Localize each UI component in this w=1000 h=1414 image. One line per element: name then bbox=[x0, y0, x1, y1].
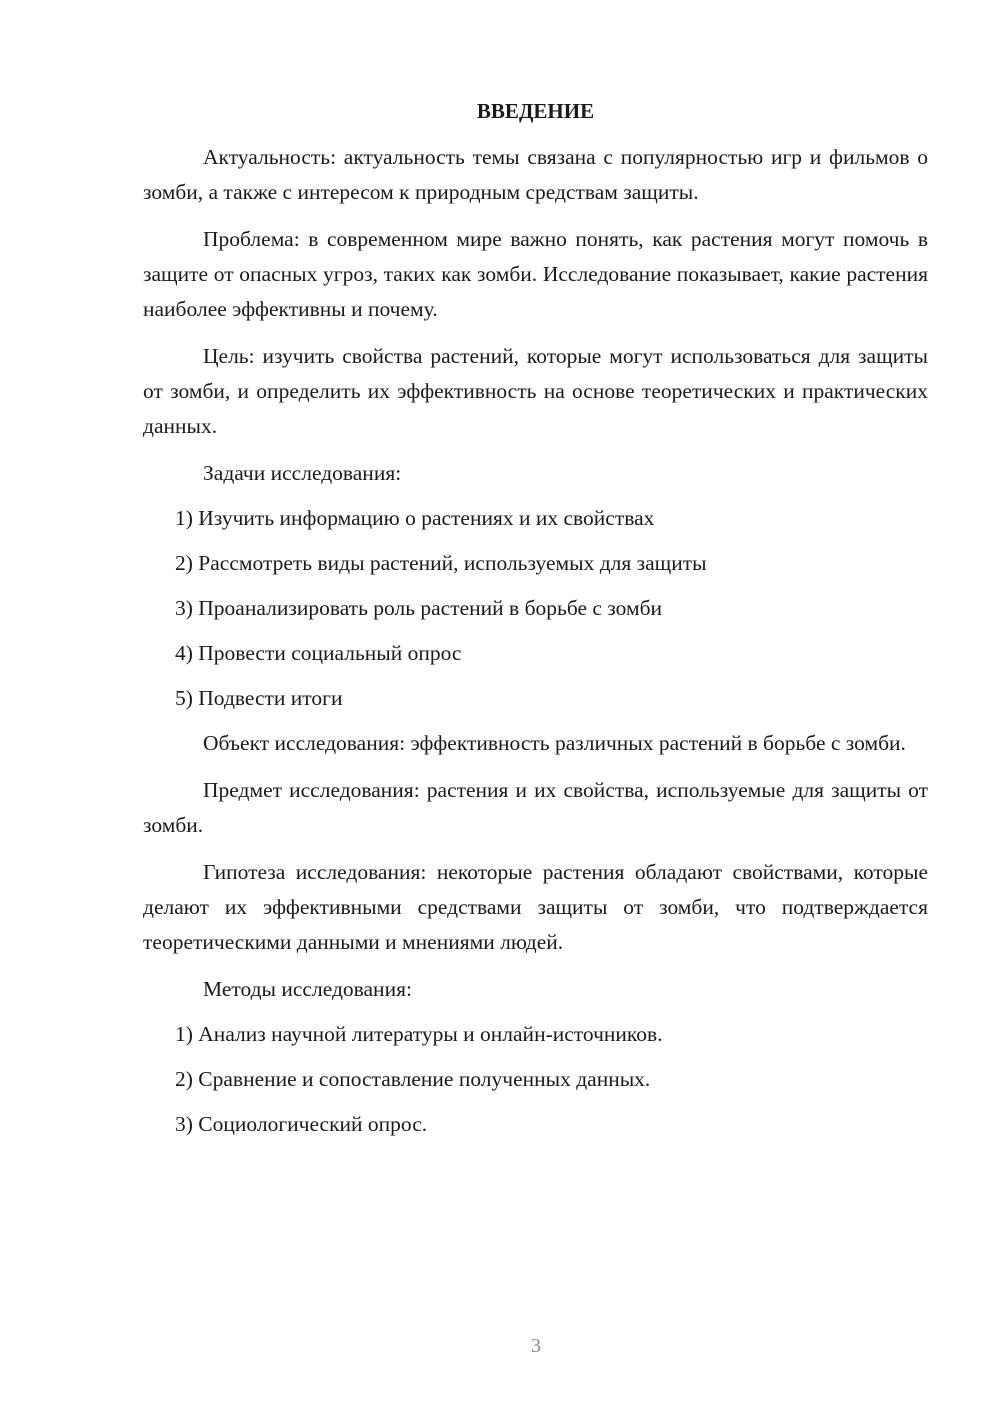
methods-list bbox=[143, 1017, 928, 1142]
tasks-list bbox=[143, 501, 928, 716]
paragraph-hypothesis: Гипотеза исследования: некоторые растения обладают свойствами, которые делают их эффективными средствами защиты от зомби, что подтверждается теоретическими данными и мнениями людей. bbox=[143, 860, 928, 954]
paragraph-subject: Предмет исследования: растения и их свойства, используемые для защиты от зомби. bbox=[143, 778, 928, 837]
list-item: 1) Анализ научной литературы и онлайн-источников. bbox=[175, 1022, 663, 1046]
paragraph-problem: Проблема: в современном мире важно понять, как растения могут помочь в защите от опасных угроз, таких как зомби. Исследование показывает, какие растения наиболее эффективны и почему. bbox=[143, 227, 928, 321]
page-number: 3 bbox=[531, 1335, 541, 1357]
list-item: 2) Рассмотреть виды растений, используемых для защиты bbox=[175, 551, 707, 575]
tasks-heading: Задачи исследования: bbox=[203, 461, 402, 485]
list-item: 3) Проанализировать роль растений в борьбе с зомби bbox=[175, 596, 663, 620]
paragraph-goal: Цель: изучить свойства растений, которые могут использоваться для защиты от зомби, и определить их эффективность на основе теоретических и практических данных. bbox=[143, 344, 928, 438]
list-item: 1) Изучить информацию о растениях и их свойствах bbox=[175, 506, 655, 530]
paragraph-relevance: Актуальность: актуальность темы связана с популярностью игр и фильмов о зомби, а также с интересом к природным средствам защиты. bbox=[143, 145, 928, 204]
page-content bbox=[143, 96, 928, 1152]
list-item: 3) Социологический опрос. bbox=[175, 1112, 428, 1136]
list-item: 4) Провести социальный опрос bbox=[175, 641, 462, 665]
paragraph-object: Объект исследования: эффективность различных растений в борьбе с зомби. bbox=[203, 731, 906, 755]
section-title: ВВЕДЕНИЕ bbox=[476, 99, 595, 123]
list-item: 5) Подвести итоги bbox=[175, 686, 343, 710]
methods-heading: Методы исследования: bbox=[203, 977, 412, 1001]
list-item: 2) Сравнение и сопоставление полученных данных. bbox=[175, 1067, 651, 1091]
